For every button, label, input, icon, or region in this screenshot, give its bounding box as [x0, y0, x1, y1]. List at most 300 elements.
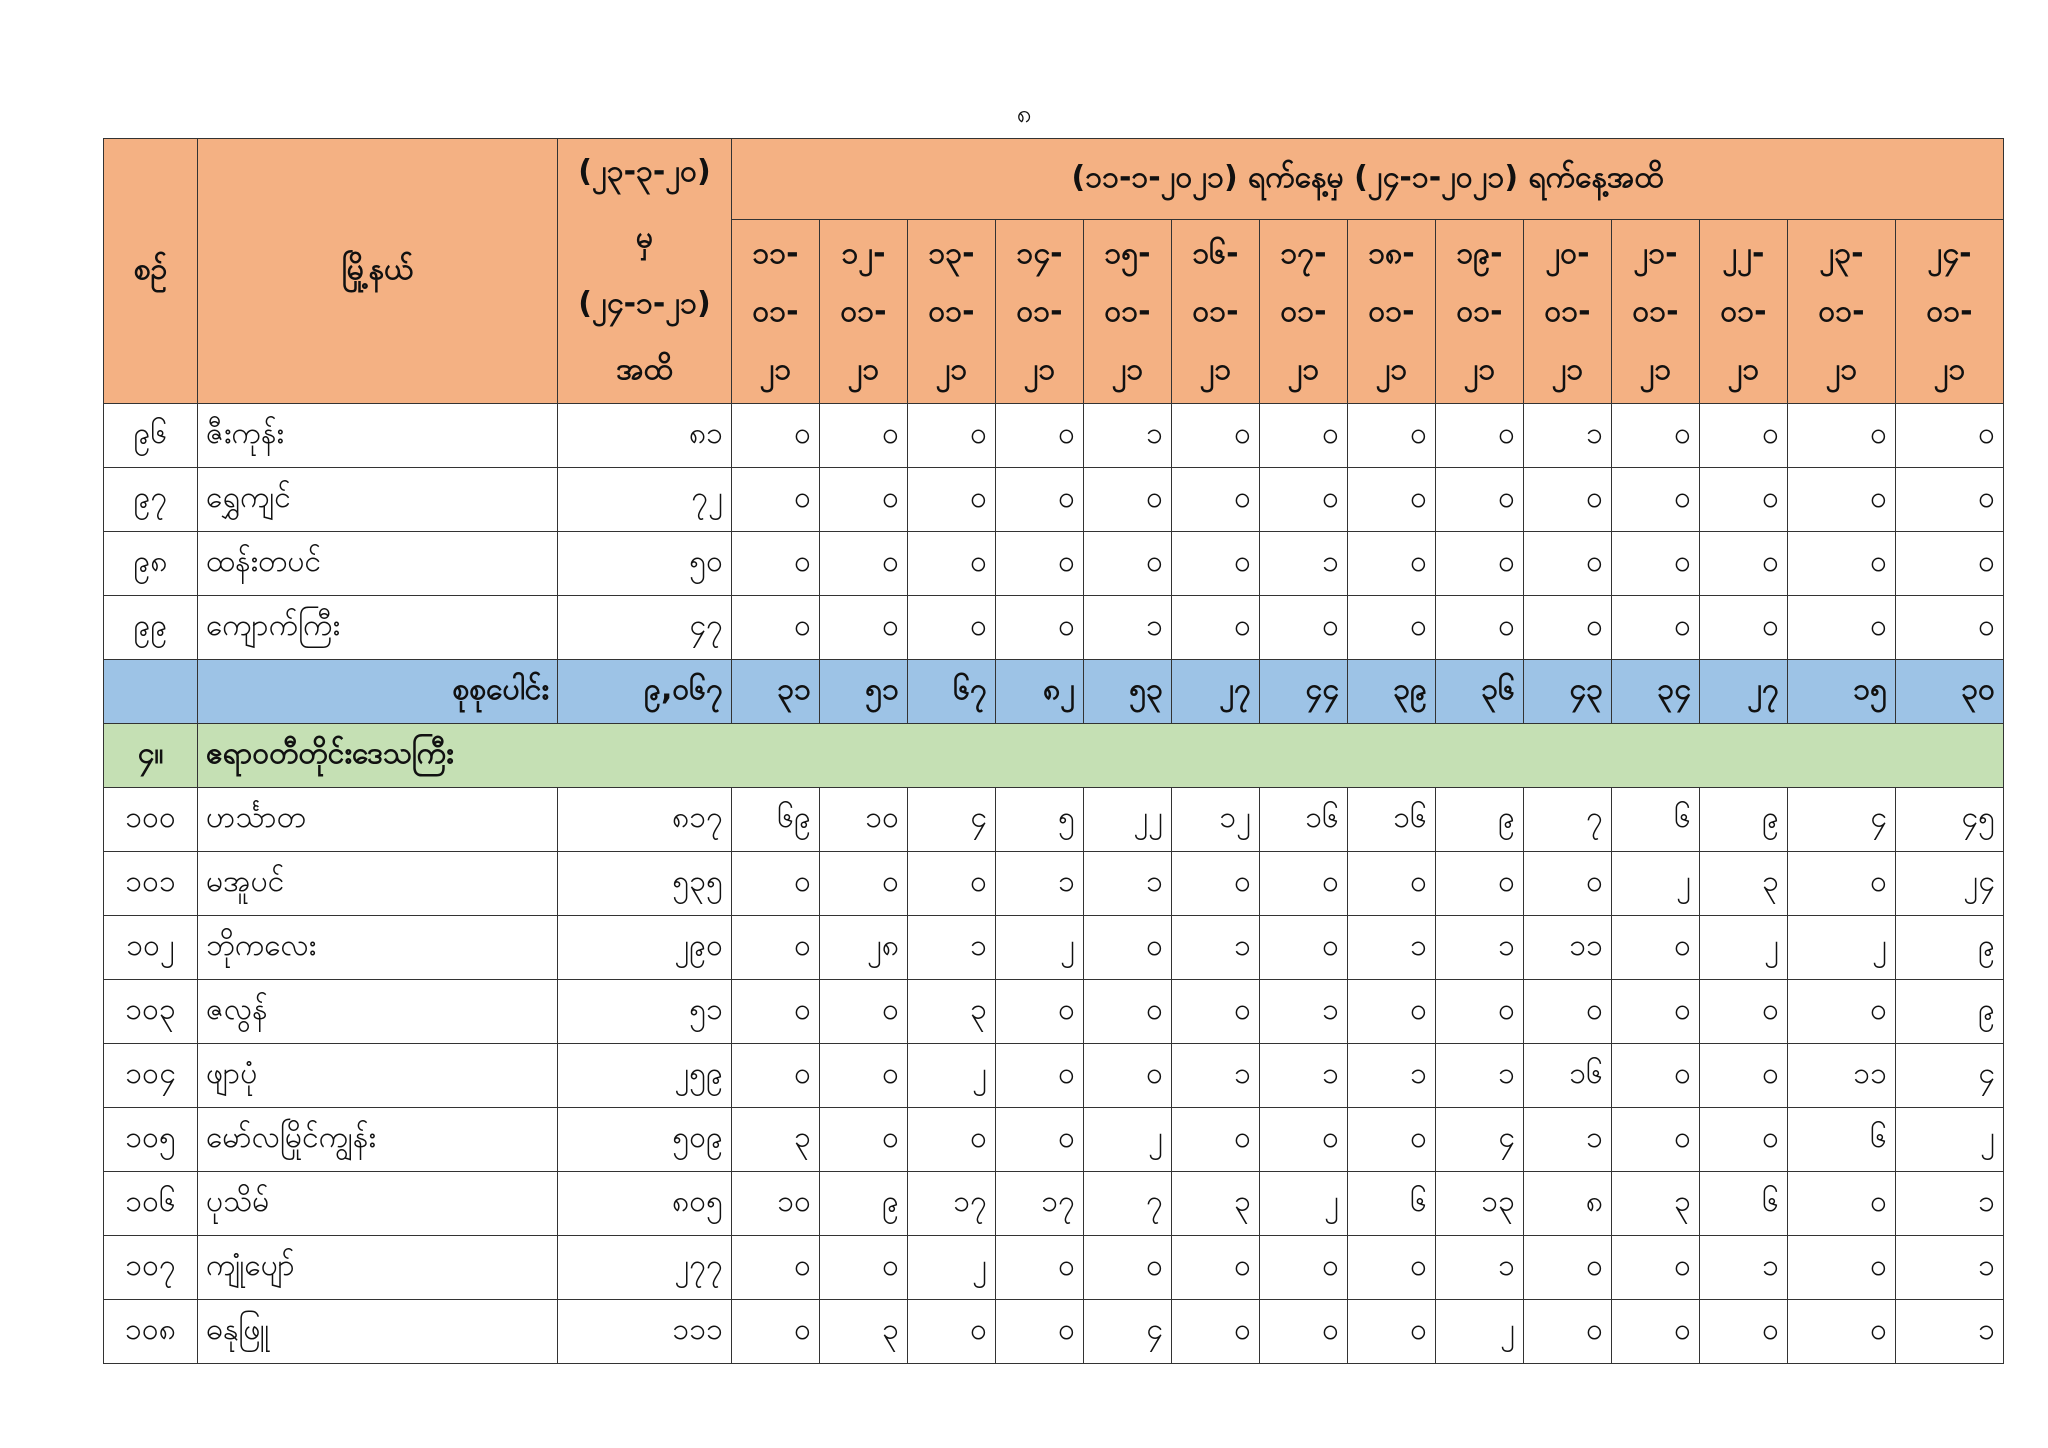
- header-date-14: [1896, 220, 2004, 404]
- daily-value-cell: ၀: [1084, 532, 1172, 596]
- daily-value-cell: ၀: [1172, 404, 1260, 468]
- daily-value-cell: ၀: [908, 1300, 996, 1364]
- header-date-part: ၁၂-: [841, 235, 886, 271]
- header-date-part: ၁၁-: [752, 235, 799, 271]
- daily-value-cell: ၄၅: [1896, 788, 2004, 852]
- header-date-part: ၂၁: [1111, 351, 1144, 387]
- daily-value-cell: ၀: [1700, 1300, 1788, 1364]
- daily-value-cell: ၀: [732, 596, 820, 660]
- daily-value-cell: ၁: [1172, 916, 1260, 980]
- daily-value-cell: ၀: [1700, 468, 1788, 532]
- serial-no-cell: ၁၀၃: [104, 980, 198, 1044]
- header-date-4: [996, 220, 1084, 404]
- daily-value-cell: ၀: [1260, 468, 1348, 532]
- daily-value-cell: ၀: [1612, 404, 1700, 468]
- header-date-part: ၂၁: [1463, 351, 1496, 387]
- header-date-part: ၁၉-: [1456, 235, 1503, 271]
- daily-value-cell: ၀: [908, 532, 996, 596]
- daily-value-cell: ၄: [1436, 1108, 1524, 1172]
- total-daily-cell: ၂၇: [1700, 660, 1788, 724]
- daily-value-cell: ၀: [1348, 404, 1436, 468]
- daily-value-cell: ၀: [1612, 980, 1700, 1044]
- daily-value-cell: ၀: [1788, 404, 1896, 468]
- header-date-part: ၀၁-: [1368, 293, 1415, 329]
- serial-no-cell: ၁၀၀: [104, 788, 198, 852]
- header-cumulative-line: (၂၃-၃-၂၀): [578, 154, 711, 189]
- cumulative-cell: ၈၁၇: [558, 788, 732, 852]
- daily-value-cell: ၁၇: [996, 1172, 1084, 1236]
- daily-value-cell: ၀: [996, 980, 1084, 1044]
- daily-value-cell: ၁၀: [732, 1172, 820, 1236]
- township-cell: ကျောက်ကြီး: [198, 596, 558, 660]
- daily-value-cell: ၀: [1084, 1044, 1172, 1108]
- township-cell: မော်လမြိုင်ကျွန်း: [198, 1108, 558, 1172]
- daily-value-cell: ၀: [1260, 852, 1348, 916]
- total-daily-cell: ၃၉: [1348, 660, 1436, 724]
- daily-value-cell: ၀: [1436, 532, 1524, 596]
- daily-value-cell: ၈: [1524, 1172, 1612, 1236]
- daily-value-cell: ၀: [820, 1044, 908, 1108]
- table-row: [104, 980, 2004, 1044]
- header-cumulative: [558, 139, 732, 404]
- header-date-part: ၀၁-: [1544, 293, 1591, 329]
- daily-value-cell: ၀: [1700, 404, 1788, 468]
- daily-value-cell: ၀: [1348, 1236, 1436, 1300]
- daily-value-cell: ၃: [1612, 1172, 1700, 1236]
- daily-value-cell: ၀: [996, 1044, 1084, 1108]
- header-date-part: ၀၁-: [1632, 293, 1679, 329]
- daily-value-cell: ၆: [1612, 788, 1700, 852]
- daily-value-cell: ၀: [1172, 1108, 1260, 1172]
- daily-value-cell: ၀: [908, 468, 996, 532]
- daily-value-cell: ၀: [1348, 532, 1436, 596]
- header-date-part: ၂၁: [759, 351, 792, 387]
- header-date-8: [1348, 220, 1436, 404]
- header-date-part: ၁၅-: [1104, 235, 1151, 271]
- header-date-part: ၂၁: [1639, 351, 1672, 387]
- total-row: [104, 660, 2004, 724]
- header-date-part: ၂၁: [1727, 351, 1760, 387]
- daily-value-cell: ၀: [1260, 404, 1348, 468]
- daily-value-cell: ၂: [996, 916, 1084, 980]
- daily-value-cell: ၀: [1612, 1108, 1700, 1172]
- header-serial-no: စဉ်: [104, 139, 198, 404]
- daily-value-cell: ၀: [1788, 1300, 1896, 1364]
- total-daily-cell: ၃၀: [1896, 660, 2004, 724]
- daily-value-cell: ၀: [1260, 916, 1348, 980]
- header-date-part: ၀၁-: [928, 293, 975, 329]
- header-date-3: [908, 220, 996, 404]
- total-daily-cell: ၆၇: [908, 660, 996, 724]
- table-row: [104, 468, 2004, 532]
- daily-value-cell: ၂: [1612, 852, 1700, 916]
- daily-value-cell: ၇: [1524, 788, 1612, 852]
- total-daily-cell: ၁၅: [1788, 660, 1896, 724]
- daily-value-cell: ၂: [1788, 916, 1896, 980]
- daily-value-cell: ၀: [1896, 596, 2004, 660]
- daily-value-cell: ၀: [996, 1108, 1084, 1172]
- daily-value-cell: ၆: [1348, 1172, 1436, 1236]
- daily-value-cell: ၄: [908, 788, 996, 852]
- table-row: [104, 596, 2004, 660]
- daily-value-cell: ၁: [1084, 852, 1172, 916]
- header-date-part: ၀၁-: [1280, 293, 1327, 329]
- daily-value-cell: ၀: [820, 596, 908, 660]
- daily-value-cell: ၁: [1436, 916, 1524, 980]
- header-date-part: ၂၁: [847, 351, 880, 387]
- header-date-part: ၀၁-: [1720, 293, 1767, 329]
- daily-value-cell: ၀: [908, 404, 996, 468]
- header-date-part: ၂၁: [1933, 351, 1966, 387]
- township-cell: ဖျာပုံ: [198, 1044, 558, 1108]
- table-body: [104, 404, 2004, 1364]
- daily-value-cell: ၀: [1612, 1044, 1700, 1108]
- header-date-12: [1700, 220, 1788, 404]
- header-date-6: [1172, 220, 1260, 404]
- daily-value-cell: ၀: [732, 980, 820, 1044]
- daily-value-cell: ၁၁: [1788, 1044, 1896, 1108]
- header-date-part: ၀၁-: [1926, 293, 1973, 329]
- daily-value-cell: ၀: [1348, 1108, 1436, 1172]
- daily-value-cell: ၃: [732, 1108, 820, 1172]
- daily-value-cell: ၁: [1260, 1044, 1348, 1108]
- header-date-1: [732, 220, 820, 404]
- header-date-part: ၀၁-: [1192, 293, 1239, 329]
- daily-value-cell: ၀: [1172, 1236, 1260, 1300]
- daily-value-cell: ၀: [1788, 852, 1896, 916]
- daily-value-cell: ၀: [1788, 1236, 1896, 1300]
- daily-value-cell: ၀: [1436, 468, 1524, 532]
- daily-value-cell: ၉: [1700, 788, 1788, 852]
- daily-value-cell: ၀: [1172, 468, 1260, 532]
- serial-no-cell: ၁၀၈: [104, 1300, 198, 1364]
- daily-value-cell: ၀: [732, 404, 820, 468]
- daily-value-cell: ၃: [820, 1300, 908, 1364]
- daily-value-cell: ၀: [1172, 1300, 1260, 1364]
- daily-value-cell: ၀: [1172, 852, 1260, 916]
- daily-value-cell: ၀: [1524, 532, 1612, 596]
- daily-value-cell: ၁: [1436, 1236, 1524, 1300]
- header-date-part: ၂၁-: [1633, 235, 1678, 271]
- daily-value-cell: ၀: [1700, 1044, 1788, 1108]
- total-cumulative-cell: ၉,၀၆၇: [558, 660, 732, 724]
- daily-value-cell: ၀: [1524, 468, 1612, 532]
- header-date-part: ၀၁-: [840, 293, 887, 329]
- daily-value-cell: ၀: [996, 468, 1084, 532]
- daily-value-cell: ၁၀: [820, 788, 908, 852]
- total-daily-cell: ၃၄: [1612, 660, 1700, 724]
- daily-value-cell: ၀: [1896, 468, 2004, 532]
- daily-value-cell: ၀: [732, 1044, 820, 1108]
- daily-value-cell: ၄: [1788, 788, 1896, 852]
- cumulative-cell: ၅၁: [558, 980, 732, 1044]
- total-daily-cell: ၃၁: [732, 660, 820, 724]
- daily-value-cell: ၀: [732, 852, 820, 916]
- region-name: ဧရာဝတီတိုင်းဒေသကြီး: [198, 724, 2004, 788]
- serial-no-cell: ၁၀၄: [104, 1044, 198, 1108]
- daily-value-cell: ၃: [1172, 1172, 1260, 1236]
- header-date-9: [1436, 220, 1524, 404]
- daily-value-cell: ၃: [908, 980, 996, 1044]
- serial-no-cell: ၉၈: [104, 532, 198, 596]
- township-cell: ဓနုဖြူ: [198, 1300, 558, 1364]
- serial-no-cell: ၁၀၁: [104, 852, 198, 916]
- daily-value-cell: ၁: [1084, 596, 1172, 660]
- township-cell: ရွှေကျင်: [198, 468, 558, 532]
- daily-value-cell: ၀: [1612, 1236, 1700, 1300]
- serial-no-cell: ၉၉: [104, 596, 198, 660]
- daily-value-cell: ၀: [1700, 980, 1788, 1044]
- daily-value-cell: ၀: [1348, 596, 1436, 660]
- header-date-part: ၁၆-: [1192, 235, 1239, 271]
- daily-value-cell: ၁: [1348, 916, 1436, 980]
- daily-value-cell: ၅: [996, 788, 1084, 852]
- daily-value-cell: ၀: [996, 532, 1084, 596]
- daily-value-cell: ၁၇: [908, 1172, 996, 1236]
- daily-value-cell: ၀: [820, 468, 908, 532]
- daily-value-cell: ၉: [820, 1172, 908, 1236]
- table-row: [104, 1172, 2004, 1236]
- daily-value-cell: ၀: [1348, 468, 1436, 532]
- daily-value-cell: ၀: [1788, 1172, 1896, 1236]
- header-date-range: (၁၁-၁-၂၀၂၁) ရက်နေ့မှ (၂၄-၁-၂၀၂၁) ရက်နေ့အထိ: [732, 139, 2004, 220]
- header-date-part: ၂၃-: [1819, 235, 1864, 271]
- header-date-part: ၁၇-: [1280, 235, 1327, 271]
- daily-value-cell: ၀: [908, 1108, 996, 1172]
- daily-value-cell: ၂: [1436, 1300, 1524, 1364]
- total-daily-cell: ၈၂: [996, 660, 1084, 724]
- total-daily-cell: ၄၄: [1260, 660, 1348, 724]
- daily-value-cell: ၀: [1260, 596, 1348, 660]
- daily-value-cell: ၀: [1788, 468, 1896, 532]
- header-date-part: ၂၁: [1287, 351, 1320, 387]
- daily-value-cell: ၁၆: [1260, 788, 1348, 852]
- daily-value-cell: ၆: [1700, 1172, 1788, 1236]
- daily-value-cell: ၄: [1084, 1300, 1172, 1364]
- daily-value-cell: ၀: [1084, 916, 1172, 980]
- daily-value-cell: ၁: [1896, 1300, 2004, 1364]
- daily-value-cell: ၂: [1700, 916, 1788, 980]
- cumulative-cell: ၄၇: [558, 596, 732, 660]
- table-row: [104, 1300, 2004, 1364]
- township-cell: ဟင်္သာတ: [198, 788, 558, 852]
- daily-value-cell: ၂၈: [820, 916, 908, 980]
- daily-value-cell: ၀: [732, 468, 820, 532]
- table-row: [104, 532, 2004, 596]
- daily-value-cell: ၀: [1612, 596, 1700, 660]
- daily-value-cell: ၀: [732, 1300, 820, 1364]
- daily-value-cell: ၀: [1612, 916, 1700, 980]
- cumulative-cell: ၂၇၇: [558, 1236, 732, 1300]
- daily-value-cell: ၁: [908, 916, 996, 980]
- cumulative-cell: ၈၁: [558, 404, 732, 468]
- daily-value-cell: ၀: [1700, 596, 1788, 660]
- daily-value-cell: ၁: [1348, 1044, 1436, 1108]
- serial-no-cell: ၁၀၅: [104, 1108, 198, 1172]
- header-date-part: ၂၁: [1023, 351, 1056, 387]
- daily-value-cell: ၁: [1896, 1172, 2004, 1236]
- daily-value-cell: ၀: [732, 1236, 820, 1300]
- cumulative-cell: ၅၃၅: [558, 852, 732, 916]
- daily-value-cell: ၁၁: [1524, 916, 1612, 980]
- daily-value-cell: ၀: [996, 1300, 1084, 1364]
- daily-value-cell: ၁: [1700, 1236, 1788, 1300]
- header-date-part: ၀၁-: [1456, 293, 1503, 329]
- header-date-part: ၂၀-: [1545, 235, 1590, 271]
- header-date-5: [1084, 220, 1172, 404]
- daily-value-cell: ၁: [1896, 1236, 2004, 1300]
- daily-value-cell: ၁: [1260, 532, 1348, 596]
- header-date-13: [1788, 220, 1896, 404]
- cumulative-cell: ၅၀: [558, 532, 732, 596]
- daily-value-cell: ၀: [820, 980, 908, 1044]
- daily-value-cell: ၁၆: [1524, 1044, 1612, 1108]
- header-date-part: ၁၃-: [928, 235, 975, 271]
- region-number: ၄။: [104, 724, 198, 788]
- header-date-part: ၂၁: [1199, 351, 1232, 387]
- daily-value-cell: ၀: [1436, 404, 1524, 468]
- daily-value-cell: ၀: [1436, 980, 1524, 1044]
- header-date-part: ၀၁-: [1104, 293, 1151, 329]
- daily-value-cell: ၁: [1436, 1044, 1524, 1108]
- daily-value-cell: ၀: [1524, 1236, 1612, 1300]
- daily-value-cell: ၀: [996, 596, 1084, 660]
- cumulative-cell: ၁၁၁: [558, 1300, 732, 1364]
- serial-no-cell: ၁၀၆: [104, 1172, 198, 1236]
- header-date-part: ၀၁-: [1016, 293, 1063, 329]
- serial-no-cell: ၉၇: [104, 468, 198, 532]
- daily-value-cell: ၀: [996, 1236, 1084, 1300]
- daily-value-cell: ၁: [1172, 1044, 1260, 1108]
- daily-value-cell: ၁: [1524, 1108, 1612, 1172]
- table-row: [104, 404, 2004, 468]
- daily-value-cell: ၀: [1700, 1108, 1788, 1172]
- table-row: [104, 1044, 2004, 1108]
- daily-value-cell: ၀: [1348, 852, 1436, 916]
- header-date-part: ၂၂-: [1722, 235, 1765, 271]
- header-date-part: ၀၁-: [1818, 293, 1865, 329]
- daily-value-cell: ၀: [1788, 532, 1896, 596]
- daily-value-cell: ၂၄: [1896, 852, 2004, 916]
- daily-value-cell: ၀: [908, 852, 996, 916]
- daily-value-cell: ၀: [1524, 596, 1612, 660]
- header-date-part: ၂၁: [935, 351, 968, 387]
- township-cell: ဘိုကလေး: [198, 916, 558, 980]
- table-row: [104, 788, 2004, 852]
- daily-value-cell: ၂: [908, 1236, 996, 1300]
- total-daily-cell: ၄၃: [1524, 660, 1612, 724]
- table-row: [104, 852, 2004, 916]
- daily-value-cell: ၀: [1348, 980, 1436, 1044]
- daily-value-cell: ၀: [1612, 468, 1700, 532]
- daily-value-cell: ၀: [1612, 532, 1700, 596]
- daily-value-cell: ၁၂: [1172, 788, 1260, 852]
- header-date-2: [820, 220, 908, 404]
- daily-value-cell: ၀: [1896, 404, 2004, 468]
- cumulative-cell: ၈၀၅: [558, 1172, 732, 1236]
- daily-value-cell: ၂၂: [1084, 788, 1172, 852]
- daily-value-cell: ၀: [1172, 980, 1260, 1044]
- serial-no-cell: ၉၆: [104, 404, 198, 468]
- table-row: [104, 1108, 2004, 1172]
- cumulative-cell: ၇၂: [558, 468, 732, 532]
- page-number: ၈: [1016, 99, 1032, 129]
- table-row: [104, 916, 2004, 980]
- daily-value-cell: ၁: [1260, 980, 1348, 1044]
- daily-value-cell: ၀: [1260, 1108, 1348, 1172]
- daily-value-cell: ၀: [1172, 596, 1260, 660]
- covid-cases-table: [103, 138, 2004, 1364]
- total-empty-cell: [104, 660, 198, 724]
- daily-value-cell: ၁၃: [1436, 1172, 1524, 1236]
- daily-value-cell: ၀: [1260, 1236, 1348, 1300]
- daily-value-cell: ၂: [908, 1044, 996, 1108]
- header-date-11: [1612, 220, 1700, 404]
- header-cumulative-line: အထိ: [616, 352, 673, 387]
- daily-value-cell: ၀: [1700, 532, 1788, 596]
- total-daily-cell: ၅၁: [820, 660, 908, 724]
- header-date-part: ၂၁: [1825, 351, 1858, 387]
- daily-value-cell: ၆၉: [732, 788, 820, 852]
- daily-value-cell: ၇: [1084, 1172, 1172, 1236]
- daily-value-cell: ၀: [1260, 1300, 1348, 1364]
- daily-value-cell: ၀: [820, 404, 908, 468]
- daily-value-cell: ၀: [1084, 1236, 1172, 1300]
- daily-value-cell: ၁: [996, 852, 1084, 916]
- daily-value-cell: ၁: [1524, 404, 1612, 468]
- daily-value-cell: ၀: [1524, 980, 1612, 1044]
- daily-value-cell: ၀: [1436, 852, 1524, 916]
- header-date-part: ၂၄-: [1927, 235, 1972, 271]
- total-daily-cell: ၃၆: [1436, 660, 1524, 724]
- daily-value-cell: ၂: [1260, 1172, 1348, 1236]
- township-cell: ဇလွန်: [198, 980, 558, 1044]
- total-daily-cell: ၂၇: [1172, 660, 1260, 724]
- daily-value-cell: ၄: [1896, 1044, 2004, 1108]
- daily-value-cell: ၀: [1788, 596, 1896, 660]
- daily-value-cell: ၃: [1700, 852, 1788, 916]
- daily-value-cell: ၀: [1348, 1300, 1436, 1364]
- daily-value-cell: ၂: [1896, 1108, 2004, 1172]
- daily-value-cell: ၀: [1084, 468, 1172, 532]
- header-date-part: ၂၁: [1375, 351, 1408, 387]
- daily-value-cell: ၀: [1896, 532, 2004, 596]
- daily-value-cell: ၀: [820, 532, 908, 596]
- serial-no-cell: ၁၀၂: [104, 916, 198, 980]
- header-cumulative-line: (၂၄-၁-၂၁): [578, 286, 711, 321]
- daily-value-cell: ၀: [1084, 980, 1172, 1044]
- region-row: [104, 724, 2004, 788]
- daily-value-cell: ၀: [1436, 596, 1524, 660]
- daily-value-cell: ၀: [1788, 980, 1896, 1044]
- total-label: စုစုပေါင်း: [198, 660, 558, 724]
- header-date-7: [1260, 220, 1348, 404]
- header-date-part: ၁၄-: [1016, 235, 1063, 271]
- daily-value-cell: ၆: [1788, 1108, 1896, 1172]
- daily-value-cell: ၉: [1896, 980, 2004, 1044]
- township-cell: ကျုံပျော်: [198, 1236, 558, 1300]
- daily-value-cell: ၀: [820, 852, 908, 916]
- daily-value-cell: ၀: [1612, 1300, 1700, 1364]
- daily-value-cell: ၀: [820, 1236, 908, 1300]
- cumulative-cell: ၂၅၉: [558, 1044, 732, 1108]
- township-cell: မအူပင်: [198, 852, 558, 916]
- daily-value-cell: ၁: [1084, 404, 1172, 468]
- daily-value-cell: ၂: [1084, 1108, 1172, 1172]
- header-date-10: [1524, 220, 1612, 404]
- daily-value-cell: ၀: [908, 596, 996, 660]
- daily-value-cell: ၉: [1896, 916, 2004, 980]
